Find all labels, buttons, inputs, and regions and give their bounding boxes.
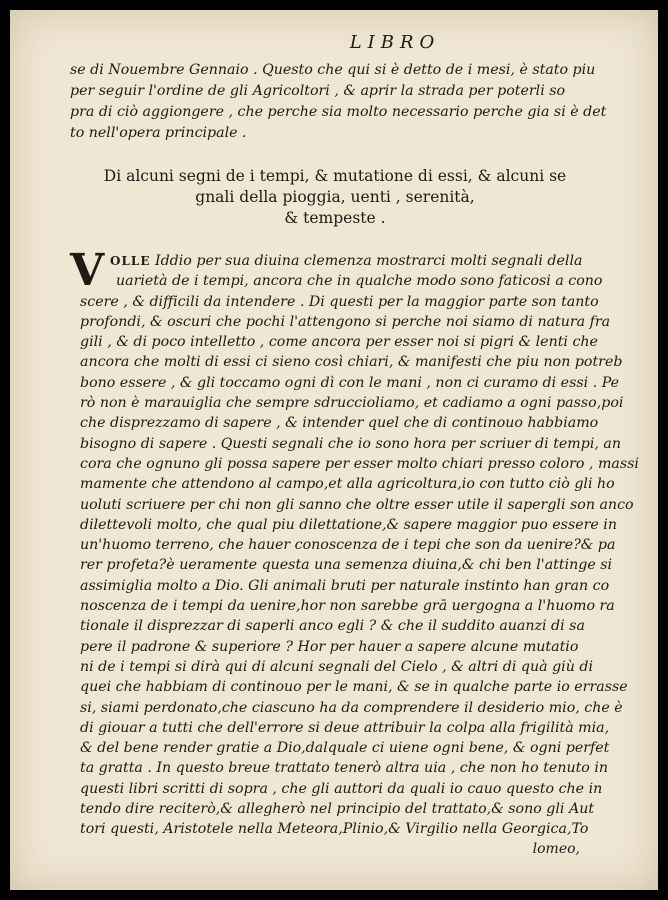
- running-head: LIBRO: [349, 32, 441, 53]
- body-line: & del bene render gratie a Dio,dalquale ci uiene ogni bene, & ogni perfet: [80, 740, 610, 757]
- body-line: pere il padrone & superiore ? Hor per hauer a sapere alcune mutatio: [80, 638, 579, 655]
- heading-line: & tempeste .: [284, 209, 386, 227]
- intro-line: to nell'opera principale .: [70, 125, 247, 141]
- page-frame: [10, 10, 658, 890]
- heading-line: Di alcuni segni de i tempi, & mutatione di essi, & alcuni se: [103, 167, 567, 185]
- first-line-text: Iddio per sua diuina clemenza mostrarci molti segnali della: [155, 253, 583, 269]
- body-line: tendo dire reciterò,& allegherò nel principio del trattato,& sono gli Aut: [80, 801, 595, 818]
- intro-line: per seguir l'ordine de gli Agricoltori , & aprir la strada per poterli so: [70, 83, 566, 99]
- body-line: rò non è marauiglia che sempre sdruccioliamo, et cadiamo a ogni passo,poi: [80, 395, 624, 412]
- body-line: si, siami perdonato,che ciascuno ha da comprendere il desiderio mio, che è: [80, 699, 623, 716]
- body-line: assimiglia molto a Dio. Gli animali bruti per naturale instinto han gran co: [80, 577, 610, 594]
- heading-line: gnali della pioggia, uenti , serenità,: [195, 188, 475, 206]
- body-line: scere , & difficili da intendere . Di questi per la maggior parte son tanto: [80, 293, 599, 310]
- body-line: dilettevoli molto, che qual piu dilettatione,& sapere maggior puo essere in: [80, 516, 617, 533]
- drop-cap: V: [70, 245, 105, 296]
- first-word-caps: OLLE: [110, 254, 151, 268]
- body-line: noscenza de i tempi da uenire,hor non sarebbe grā uergogna a l'huomo ra: [80, 598, 615, 615]
- body-line: ni de i tempi si dirà qui di alcuni segnali del Cielo , & altri di quà giù di: [80, 658, 593, 675]
- intro-line: pra di ciò aggiongere , che perche sia molto necessario perche gia si è det: [70, 104, 607, 120]
- intro-line: se di Nouembre Gennaio . Questo che qui si è detto de i mesi, è stato piu: [70, 62, 596, 78]
- body-line: che disprezzamo di sapere , & intender quel che di continouo habbiamo: [80, 415, 599, 432]
- body-line: questi libri scritti di sopra , che gli auttori da quali io cauo questo che in: [80, 780, 603, 797]
- body-line: ancora che molti di essi ci sieno così chiari, & manifesti che piu non potreb: [80, 354, 623, 371]
- body-line: mamente che attendono al campo,et alla agricoltura,io con tutto ciò gli ho: [80, 476, 615, 493]
- body-line: uoluti scriuere per chi non gli sanno che oltre esser utile il sapergli son anco: [80, 496, 634, 513]
- body-line: gili , & di poco intelletto , come ancora per esser noi si pigri & lenti che: [80, 334, 598, 351]
- body-line: profondi, & oscuri che pochi l'attengono si perche noi siamo di natura fra: [80, 313, 611, 330]
- book-page: [50, 32, 639, 858]
- body-line: [110, 251, 620, 271]
- body-text: [50, 245, 639, 858]
- body-lines: [50, 292, 639, 840]
- body-line: cora che ognuno gli possa sapere per esser molto chiari presso coloro , massi: [80, 455, 639, 472]
- catchword: lomeo,: [532, 840, 580, 857]
- body-line: quei che habbiam di continouo per le mani, & se in qualche parte io errasse: [80, 679, 628, 696]
- section-heading: [50, 166, 620, 229]
- body-line: ta gratta . In questo breue trattato tenerò altra uia , che non ho tenuto in: [80, 760, 609, 777]
- body-line: uarietà de i tempi, ancora che in qualche modo sono faticosi a cono: [116, 273, 603, 290]
- body-line: un'huomo terreno, che hauer conoscenza de i tepi che son da uenire?& pa: [80, 537, 616, 554]
- intro-paragraph: [70, 60, 620, 144]
- body-line: di giouar a tutti che dell'errore si deue attribuir la colpa alla frigilità mia,: [80, 719, 610, 736]
- body-line: tori questi, Aristotele nella Meteora,Plinio,& Virgilio nella Georgica,To: [80, 821, 589, 838]
- body-line: tionale il disprezzar di saperli anco egli ? & che il suddito auanzi di sa: [80, 618, 585, 635]
- body-line: bisogno di sapere . Questi segnali che io sono hora per scriuer di tempi, an: [80, 435, 621, 452]
- body-line: bono essere , & gli toccamo ogni dì con le mani , non ci curamo di essi . Pe: [80, 374, 620, 391]
- body-line: rer profeta?è ueramente questa una semenza diuina,& chi ben l'attinge si: [80, 557, 613, 574]
